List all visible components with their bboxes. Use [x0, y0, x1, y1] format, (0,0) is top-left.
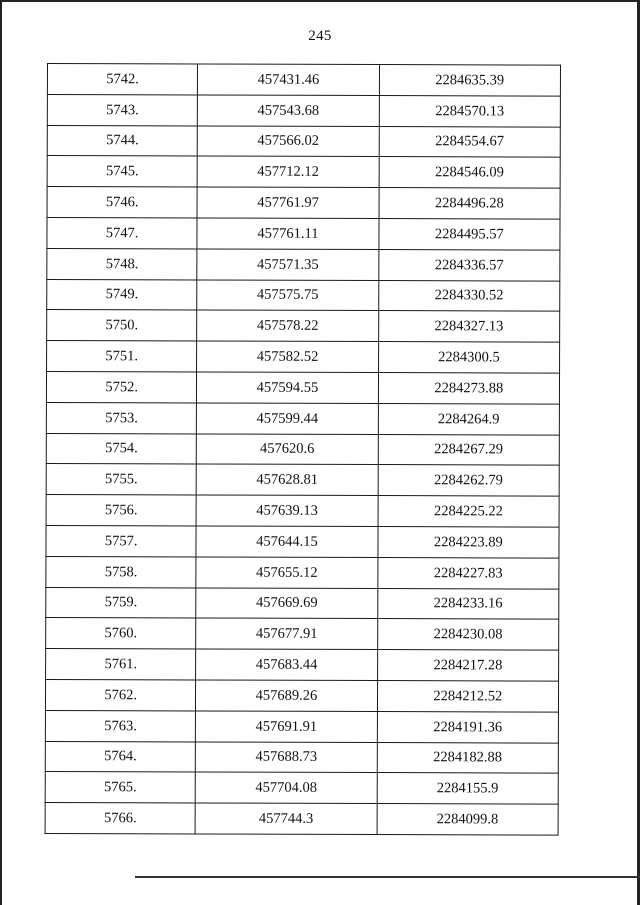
- y-coordinate-cell: 2284546.09: [379, 157, 560, 188]
- y-coordinate-cell: 2284495.57: [379, 219, 560, 250]
- y-coordinate-cell: 2284635.39: [379, 65, 560, 96]
- x-coordinate-cell: 457620.6: [197, 434, 378, 465]
- point-number-cell: 5762.: [45, 679, 195, 710]
- point-number-cell: 5751.: [47, 341, 197, 372]
- y-coordinate-cell: 2284570.13: [379, 95, 560, 126]
- x-coordinate-cell: 457761.97: [197, 187, 378, 218]
- table-row: [46, 556, 559, 588]
- table-row: [46, 464, 559, 496]
- y-coordinate-cell: 2284223.89: [378, 526, 559, 557]
- table-row: [46, 433, 559, 465]
- scan-edge-top: [0, 0, 640, 2]
- x-coordinate-cell: 457628.81: [196, 464, 377, 495]
- table-row: [46, 587, 559, 619]
- point-number-cell: 5759.: [46, 587, 196, 618]
- x-coordinate-cell: 457578.22: [197, 310, 378, 341]
- table-row: [46, 618, 559, 650]
- table-row: [46, 525, 559, 557]
- point-number-cell: 5765.: [45, 772, 195, 803]
- table-row: [45, 710, 558, 742]
- point-number-cell: 5760.: [46, 618, 196, 649]
- table-body: [45, 64, 560, 836]
- scan-edge-left: [0, 0, 2, 905]
- x-coordinate-cell: 457688.73: [196, 742, 377, 773]
- table-row: [47, 248, 560, 280]
- point-number-cell: 5763.: [45, 710, 195, 741]
- x-coordinate-cell: 457655.12: [196, 557, 377, 588]
- x-coordinate-cell: 457639.13: [196, 495, 377, 526]
- x-coordinate-cell: 457689.26: [196, 680, 377, 711]
- page-number: 245: [308, 28, 332, 44]
- point-number-cell: 5746.: [47, 187, 197, 218]
- x-coordinate-cell: 457669.69: [196, 588, 377, 619]
- table-row: [47, 94, 560, 126]
- table-row: [45, 772, 558, 804]
- y-coordinate-cell: 2284099.8: [377, 804, 558, 835]
- point-number-cell: 5755.: [46, 464, 196, 495]
- y-coordinate-cell: 2284212.52: [377, 680, 558, 711]
- table-row: [47, 279, 560, 311]
- x-coordinate-cell: 457543.68: [198, 95, 379, 126]
- x-coordinate-cell: 457575.75: [197, 280, 378, 311]
- scan-edge-bottom: [135, 876, 640, 878]
- table-row: [47, 217, 560, 249]
- y-coordinate-cell: 2284233.16: [377, 588, 558, 619]
- point-number-cell: 5764.: [45, 741, 195, 772]
- y-coordinate-cell: 2284327.13: [378, 311, 559, 342]
- table-row: [47, 125, 560, 157]
- table-row: [46, 371, 559, 403]
- point-number-cell: 5744.: [47, 125, 197, 156]
- table-row: [45, 803, 558, 835]
- table-row: [47, 341, 560, 373]
- x-coordinate-cell: 457594.55: [197, 372, 378, 403]
- table-row: [47, 156, 560, 188]
- y-coordinate-cell: 2284227.83: [377, 557, 558, 588]
- point-number-cell: 5752.: [46, 371, 196, 402]
- table-row: [45, 679, 558, 711]
- point-number-cell: 5757.: [46, 525, 196, 556]
- x-coordinate-cell: 457644.15: [196, 526, 377, 557]
- x-coordinate-cell: 457683.44: [196, 649, 377, 680]
- y-coordinate-cell: 2284336.57: [378, 249, 559, 280]
- x-coordinate-cell: 457599.44: [197, 403, 378, 434]
- y-coordinate-cell: 2284273.88: [378, 373, 559, 404]
- y-coordinate-cell: 2284217.28: [377, 650, 558, 681]
- point-number-cell: 5749.: [47, 279, 197, 310]
- y-coordinate-cell: 2284155.9: [377, 773, 558, 804]
- table-row: [47, 64, 560, 96]
- x-coordinate-cell: 457704.08: [195, 772, 376, 803]
- y-coordinate-cell: 2284230.08: [377, 619, 558, 650]
- x-coordinate-cell: 457571.35: [197, 249, 378, 280]
- y-coordinate-cell: 2284554.67: [379, 126, 560, 157]
- y-coordinate-cell: 2284330.52: [378, 280, 559, 311]
- point-number-cell: 5766.: [45, 803, 195, 834]
- point-number-cell: 5756.: [46, 495, 196, 526]
- x-coordinate-cell: 457691.91: [196, 711, 377, 742]
- y-coordinate-cell: 2284496.28: [379, 188, 560, 219]
- point-number-cell: 5753.: [46, 402, 196, 433]
- y-coordinate-cell: 2284225.22: [378, 496, 559, 527]
- x-coordinate-cell: 457431.46: [198, 64, 379, 95]
- x-coordinate-cell: 457582.52: [197, 341, 378, 372]
- y-coordinate-cell: 2284264.9: [378, 403, 559, 434]
- point-number-cell: 5748.: [47, 248, 197, 279]
- x-coordinate-cell: 457677.91: [196, 618, 377, 649]
- table-row: [46, 495, 559, 527]
- y-coordinate-cell: 2284262.79: [378, 465, 559, 496]
- table-row: [47, 310, 560, 342]
- point-number-cell: 5742.: [47, 64, 197, 95]
- point-number-cell: 5750.: [47, 310, 197, 341]
- point-number-cell: 5754.: [46, 433, 196, 464]
- x-coordinate-cell: 457744.3: [195, 803, 376, 834]
- y-coordinate-cell: 2284300.5: [378, 342, 559, 373]
- coordinates-table: [45, 63, 561, 836]
- table-row: [47, 187, 560, 219]
- table-row: [46, 402, 559, 434]
- y-coordinate-cell: 2284182.88: [377, 742, 558, 773]
- x-coordinate-cell: 457761.11: [197, 218, 378, 249]
- x-coordinate-cell: 457566.02: [198, 126, 379, 157]
- point-number-cell: 5747.: [47, 217, 197, 248]
- table-row: [45, 741, 558, 773]
- point-number-cell: 5761.: [46, 649, 196, 680]
- y-coordinate-cell: 2284191.36: [377, 711, 558, 742]
- point-number-cell: 5745.: [47, 156, 197, 187]
- y-coordinate-cell: 2284267.29: [378, 434, 559, 465]
- point-number-cell: 5758.: [46, 556, 196, 587]
- table-row: [46, 649, 559, 681]
- x-coordinate-cell: 457712.12: [197, 156, 378, 187]
- point-number-cell: 5743.: [47, 94, 197, 125]
